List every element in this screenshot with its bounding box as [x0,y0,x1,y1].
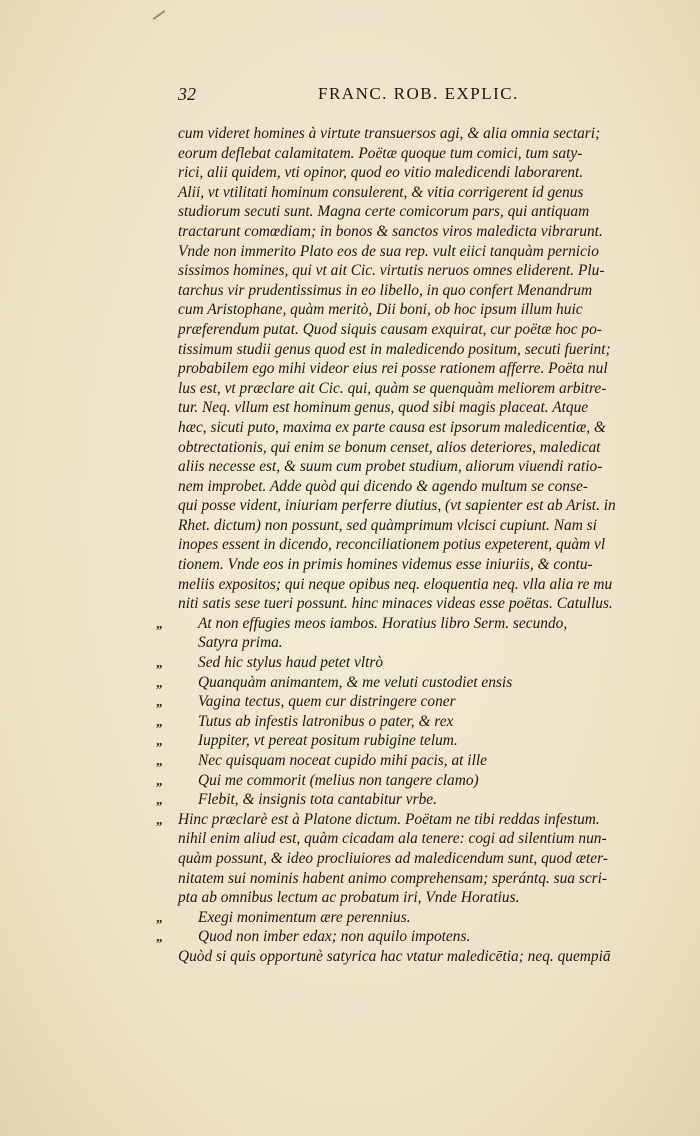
quotation-mark: „ [156,772,163,788]
line-text: nihil enim aliud est, quàm cicadam ala tenere: cogi ad silentium nun- [178,830,607,848]
text-line [178,438,646,458]
line-text: Exegi monimentum ære perennius. [198,908,411,926]
line-text: Alii, vt vtilitati hominum consulerent, & vitia corrigerent id genus [178,183,584,201]
line-text: Quòd si quis opportunè satyrica hac vtatur maledicētia; neq. quempiā [178,947,611,965]
line-text: pta ab omnibus lectum ac probatum iri, Vnde Horatius. [178,889,520,907]
line-text: Vagina tectus, quem cur distringere coner [198,693,456,711]
line-text: tionem. Vnde eos in primis homines videmus esse iniuriis, & contu- [178,556,593,574]
line-text: Tutus ab infestis latronibus o pater, & rex [198,712,454,730]
text-line [178,183,646,203]
verse-line [156,692,646,712]
text-line [178,457,646,477]
line-text: sissimos homines, qui vt ait Cic. virtutis neruos omnes eliderent. Plu- [178,262,605,280]
line-text: præferendum putat. Quod siquis causam exquirat, cur poëtæ hoc po- [178,320,602,338]
text-line [178,575,646,595]
line-text: niti satis sese tueri possunt. hinc minaces videas esse poëtas. Catullus. [178,595,613,613]
page-header [178,84,648,110]
line-text: hæc, sicuti puto, maxima ex parte causa est ipsorum maledicentiæ, & [178,418,606,436]
text-line [178,477,646,497]
pencil-mark [153,10,166,20]
line-text: obtrectationis, qui enim se bonum censet, alios deteriores, maledicat [178,438,601,456]
line-text: Quod non imber edax; non aquilo impotens. [198,928,471,946]
line-text: tractarunt comœdiam; in bonos & sanctos viros maledicta vibrarunt. [178,222,603,240]
line-text: Quanquàm animantem, & me veluti custodiet ensis [198,673,513,691]
line-text: Qui me commorit (melius non tangere clamo) [198,771,479,789]
quotation-mark: „ [156,733,163,749]
quotation-mark: „ [156,674,163,690]
text-line [156,810,646,830]
text-line [178,947,646,967]
text-line [178,594,646,614]
line-text: cum Aristophane, quàm meritò, Dii boni, ob hoc ipsum illum huic [178,301,583,319]
line-text: inopes essent in dicendo, reconciliationem potius expeterent, quàm vl [178,536,606,554]
line-text: Hinc præclarè est à Platone dictum. Poëtam ne tibi reddas infestum. [178,810,600,828]
text-line [178,516,646,536]
line-text: At non effugies meos iambos. Horatius libro Serm. secundo, [198,614,568,632]
quotation-mark: „ [156,694,163,710]
verse-line [156,712,646,732]
verse-line [156,614,646,634]
line-text: Satyra prima. [198,634,283,652]
line-text: aliis necesse est, & suum cum probet studium, aliorum viuendi ratio- [178,458,603,476]
quotation-mark: „ [156,792,163,808]
verse-line [156,771,646,791]
text-line [178,281,646,301]
text-line [178,496,646,516]
text-line [178,829,646,849]
line-text: lus est, vt præclare ait Cic. qui, quàm se quenquàm meliorem arbitre- [178,379,607,397]
line-text: Flebit, & insignis tota cantabitur vrbe. [198,791,437,809]
text-line [178,359,646,379]
quotation-mark: „ [156,811,163,827]
quotation-mark: „ [156,655,163,671]
body-text [156,124,646,967]
line-text: tur. Neq. vllum est hominum genus, quod sibi magis placeat. Atque [178,399,589,417]
line-text: Vnde non immerito Plato eos de sua rep. vult eiici tanquàm pernicio [178,242,599,260]
quotation-mark: „ [156,615,163,631]
page-number: 32 [178,84,196,104]
line-text: Nec quisquam noceat cupido mihi pacis, at ille [198,752,487,769]
text-line [178,320,646,340]
quotation-mark: „ [156,909,163,925]
text-line [178,379,646,399]
running-head: FRANC. ROB. EXPLIC. [318,84,519,103]
text-line [178,535,646,555]
quotation-mark: „ [156,713,163,729]
line-text: Sed hic stylus haud petet vltrò [198,654,384,672]
text-line [178,261,646,281]
line-text: tissimum studii genus quod est in maledicendo positum, secuti fuerint; [178,340,611,358]
line-text: studiorum secuti sunt. Magna certe comicorum pars, qui antiquam [178,203,590,221]
verse-line [178,633,646,653]
verse-line [156,653,646,673]
line-text: tarchus vir prudentissimus in eo libello, in quo confert Menandrum [178,281,593,299]
text-line [178,849,646,869]
text-line [178,869,646,889]
verse-line [156,751,646,771]
quotation-mark: „ [156,929,163,945]
line-text: quàm possunt, & ideo procliuiores ad maledicendum sunt, quod æter- [178,849,608,867]
text-line [178,398,646,418]
text-line [178,418,646,438]
line-text: Rhet. dictum) non possunt, sed quàmprimum vlcisci cupiunt. Nam si [178,516,597,534]
line-text: nem improbet. Adde quòd qui dicendo & agendo multum se conse- [178,477,588,495]
verse-line [156,927,646,947]
text-line [178,888,646,908]
line-text: meliis expositos; qui neque opibus neq. eloquentia neq. vlla alia re mu [178,575,613,593]
quotation-mark: „ [156,753,163,768]
line-text: eorum deflebat calamitatem. Poëtæ quoque tum comici, tum saty- [178,144,583,162]
line-text: Iuppiter, vt pereat positum rubigine telum. [198,732,458,750]
verse-line [156,908,646,928]
verse-line [156,790,646,810]
text-line [178,242,646,262]
text-line [178,555,646,575]
text-line [178,144,646,164]
line-text: nitatem sui nominis habent animo comprehensam; sperántq. sua scri- [178,869,608,887]
line-text: cum videret homines à virtute transuersos agi, & alia omnia sectari; [178,125,601,142]
text-line [178,340,646,360]
line-text: rici, alii quidem, vti opinor, quod eo vitio maledicendi laborarent. [178,164,584,182]
line-text: probabilem ego mihi videor eius rei posse rationem afferre. Poëta nul [178,360,608,378]
text-line [178,163,646,183]
text-line [178,124,646,144]
verse-line [156,673,646,693]
line-text: qui posse vident, iniuriam perferre diutius, (vt sapienter est ab Arist. in [178,497,616,515]
text-line [178,202,646,222]
text-line [178,300,646,320]
text-line [178,222,646,242]
verse-line [156,731,646,751]
